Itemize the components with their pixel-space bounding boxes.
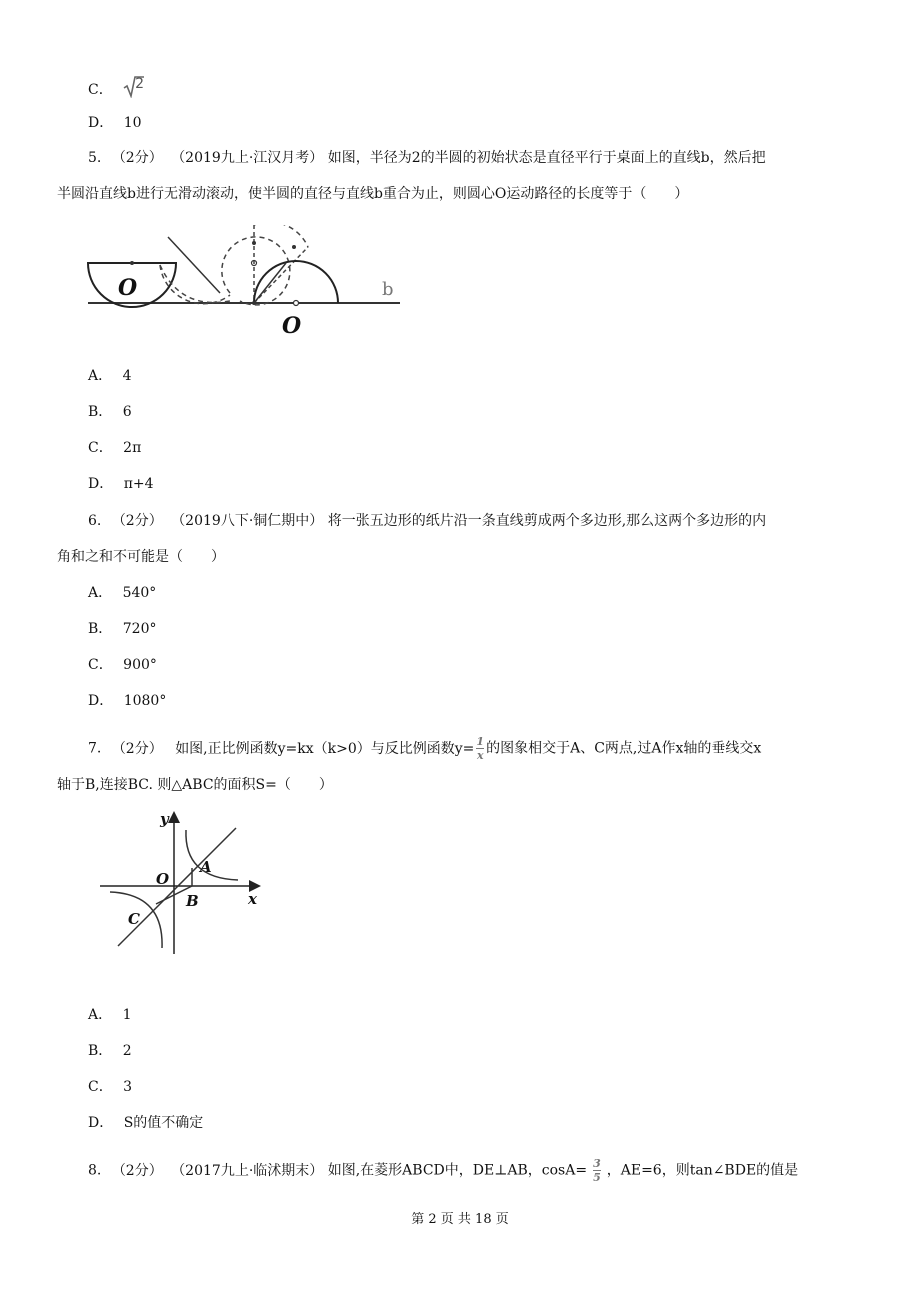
question-source: （2019八下·铜仁期中）	[171, 513, 324, 529]
question-number: 8.	[88, 1162, 102, 1179]
q5-stem-line2: 半圆沿直线b进行无滑动滚动，使半圆的直径与直线b重合为止，则圆心O运动路径的长度等于（ ）	[57, 186, 689, 202]
question-source: （2019九上·江汉月考）	[171, 150, 324, 166]
line-y-kx	[118, 828, 236, 946]
option-value: 3	[123, 1079, 133, 1095]
q7-stem-line2: 轴于B,连接BC. 则△ABC的面积S=（ ）	[57, 777, 333, 793]
q5-option-b	[88, 402, 132, 422]
question-text: 如图,在菱形ABCD中，DE⊥AB，cosA=	[327, 1162, 588, 1179]
q6-option-b	[88, 619, 156, 639]
q7-option-b	[88, 1041, 132, 1061]
option-label: D．	[88, 476, 114, 492]
q5-option-c	[88, 438, 141, 458]
final-semicircle	[254, 261, 338, 303]
question-points: （2分）	[111, 513, 163, 529]
option-value: 4	[122, 368, 132, 384]
q4-option-d	[88, 113, 142, 133]
label-b: b	[382, 279, 394, 300]
label-a: A	[200, 858, 212, 876]
page-footer: 第 2 页 共 18 页	[411, 1212, 509, 1227]
fraction-numerator: 3	[593, 1157, 601, 1170]
label-x: x	[248, 890, 257, 908]
option-value: 2π	[123, 440, 142, 456]
option-label: D．	[88, 693, 114, 709]
label-c: C	[128, 910, 140, 928]
option-value: S的值不确定	[123, 1115, 204, 1131]
q7-option-d	[88, 1113, 203, 1133]
option-label: C．	[88, 440, 113, 456]
question-source: （2017九上·临沭期末）	[171, 1162, 324, 1179]
q5-option-d	[88, 474, 154, 494]
q6-option-a	[88, 583, 156, 603]
option-value: 1	[122, 1007, 132, 1023]
question-points: （2分）	[111, 150, 163, 166]
label-o-left: O	[118, 275, 138, 301]
option-label: A．	[88, 368, 113, 384]
option-label: D．	[88, 1115, 114, 1131]
question-points: （2分）	[111, 1162, 163, 1179]
q5-rolling-semicircle-figure	[80, 225, 410, 340]
question-number: 6.	[88, 513, 102, 529]
dashed-arc-3	[254, 225, 308, 247]
question-text: 如图，半径为2的半圆的初始状态是直径平行于桌面上的直线b，然后把	[327, 150, 766, 166]
q6-stem-line2: 角和之和不可能是（ ）	[57, 549, 225, 565]
q6-option-d	[88, 691, 166, 711]
fraction-denominator: x	[476, 749, 484, 762]
fraction-1-over-x	[476, 736, 484, 761]
option-label: B．	[88, 404, 113, 420]
option-label: C．	[88, 657, 113, 673]
label-b: B	[186, 892, 199, 910]
option-value: 900°	[123, 657, 157, 673]
option-value: 10	[123, 115, 142, 131]
option-value: 540°	[122, 585, 157, 601]
fraction-numerator: 1	[476, 735, 485, 748]
q7-option-a	[88, 1005, 132, 1025]
question-text: 将一张五边形的纸片沿一条直线剪成两个多边形,那么这两个多边形的内	[327, 513, 767, 529]
q4-option-c	[88, 74, 145, 100]
option-label: D．	[88, 115, 114, 131]
q7-function-graph	[98, 808, 268, 958]
q7-option-c	[88, 1077, 132, 1097]
option-label: A．	[88, 1007, 113, 1023]
option-value: 1080°	[123, 693, 167, 709]
q7-stem-line1	[88, 736, 761, 761]
question-text: 如图,正比例函数y=kx（k>0）与反比例函数y=	[175, 740, 475, 757]
option-label: B．	[88, 621, 113, 637]
label-o-bottom: O	[282, 313, 302, 339]
option-label: C．	[88, 82, 113, 98]
option-value: 720°	[122, 621, 157, 637]
label-y: y	[160, 810, 169, 828]
question-points: （2分）	[111, 740, 163, 757]
label-o: O	[156, 870, 170, 888]
q8-stem-line1	[88, 1158, 798, 1183]
q6-option-c	[88, 655, 157, 675]
option-label: B．	[88, 1043, 113, 1059]
q6-stem-line1	[88, 511, 766, 531]
q5-stem-line1	[88, 148, 766, 168]
option-value: 2	[122, 1043, 132, 1059]
option-value: 6	[122, 404, 132, 420]
option-label: C．	[88, 1079, 113, 1095]
radicand: 2	[135, 76, 145, 92]
question-number: 5.	[88, 150, 102, 166]
option-label: A．	[88, 585, 113, 601]
sqrt-expression	[123, 74, 145, 100]
question-text-cont: ，AE=6，则tan∠BDE的值是	[606, 1162, 799, 1179]
question-number: 7.	[88, 740, 102, 757]
fraction-3-over-5	[593, 1158, 601, 1183]
question-text-cont: 的图象相交于A、C两点,过A作x轴的垂线交x	[486, 740, 762, 757]
q5-option-a	[88, 366, 132, 386]
hyperbola-branch-1	[186, 830, 238, 880]
fraction-denominator: 5	[593, 1171, 601, 1184]
option-value: π+4	[123, 476, 154, 492]
